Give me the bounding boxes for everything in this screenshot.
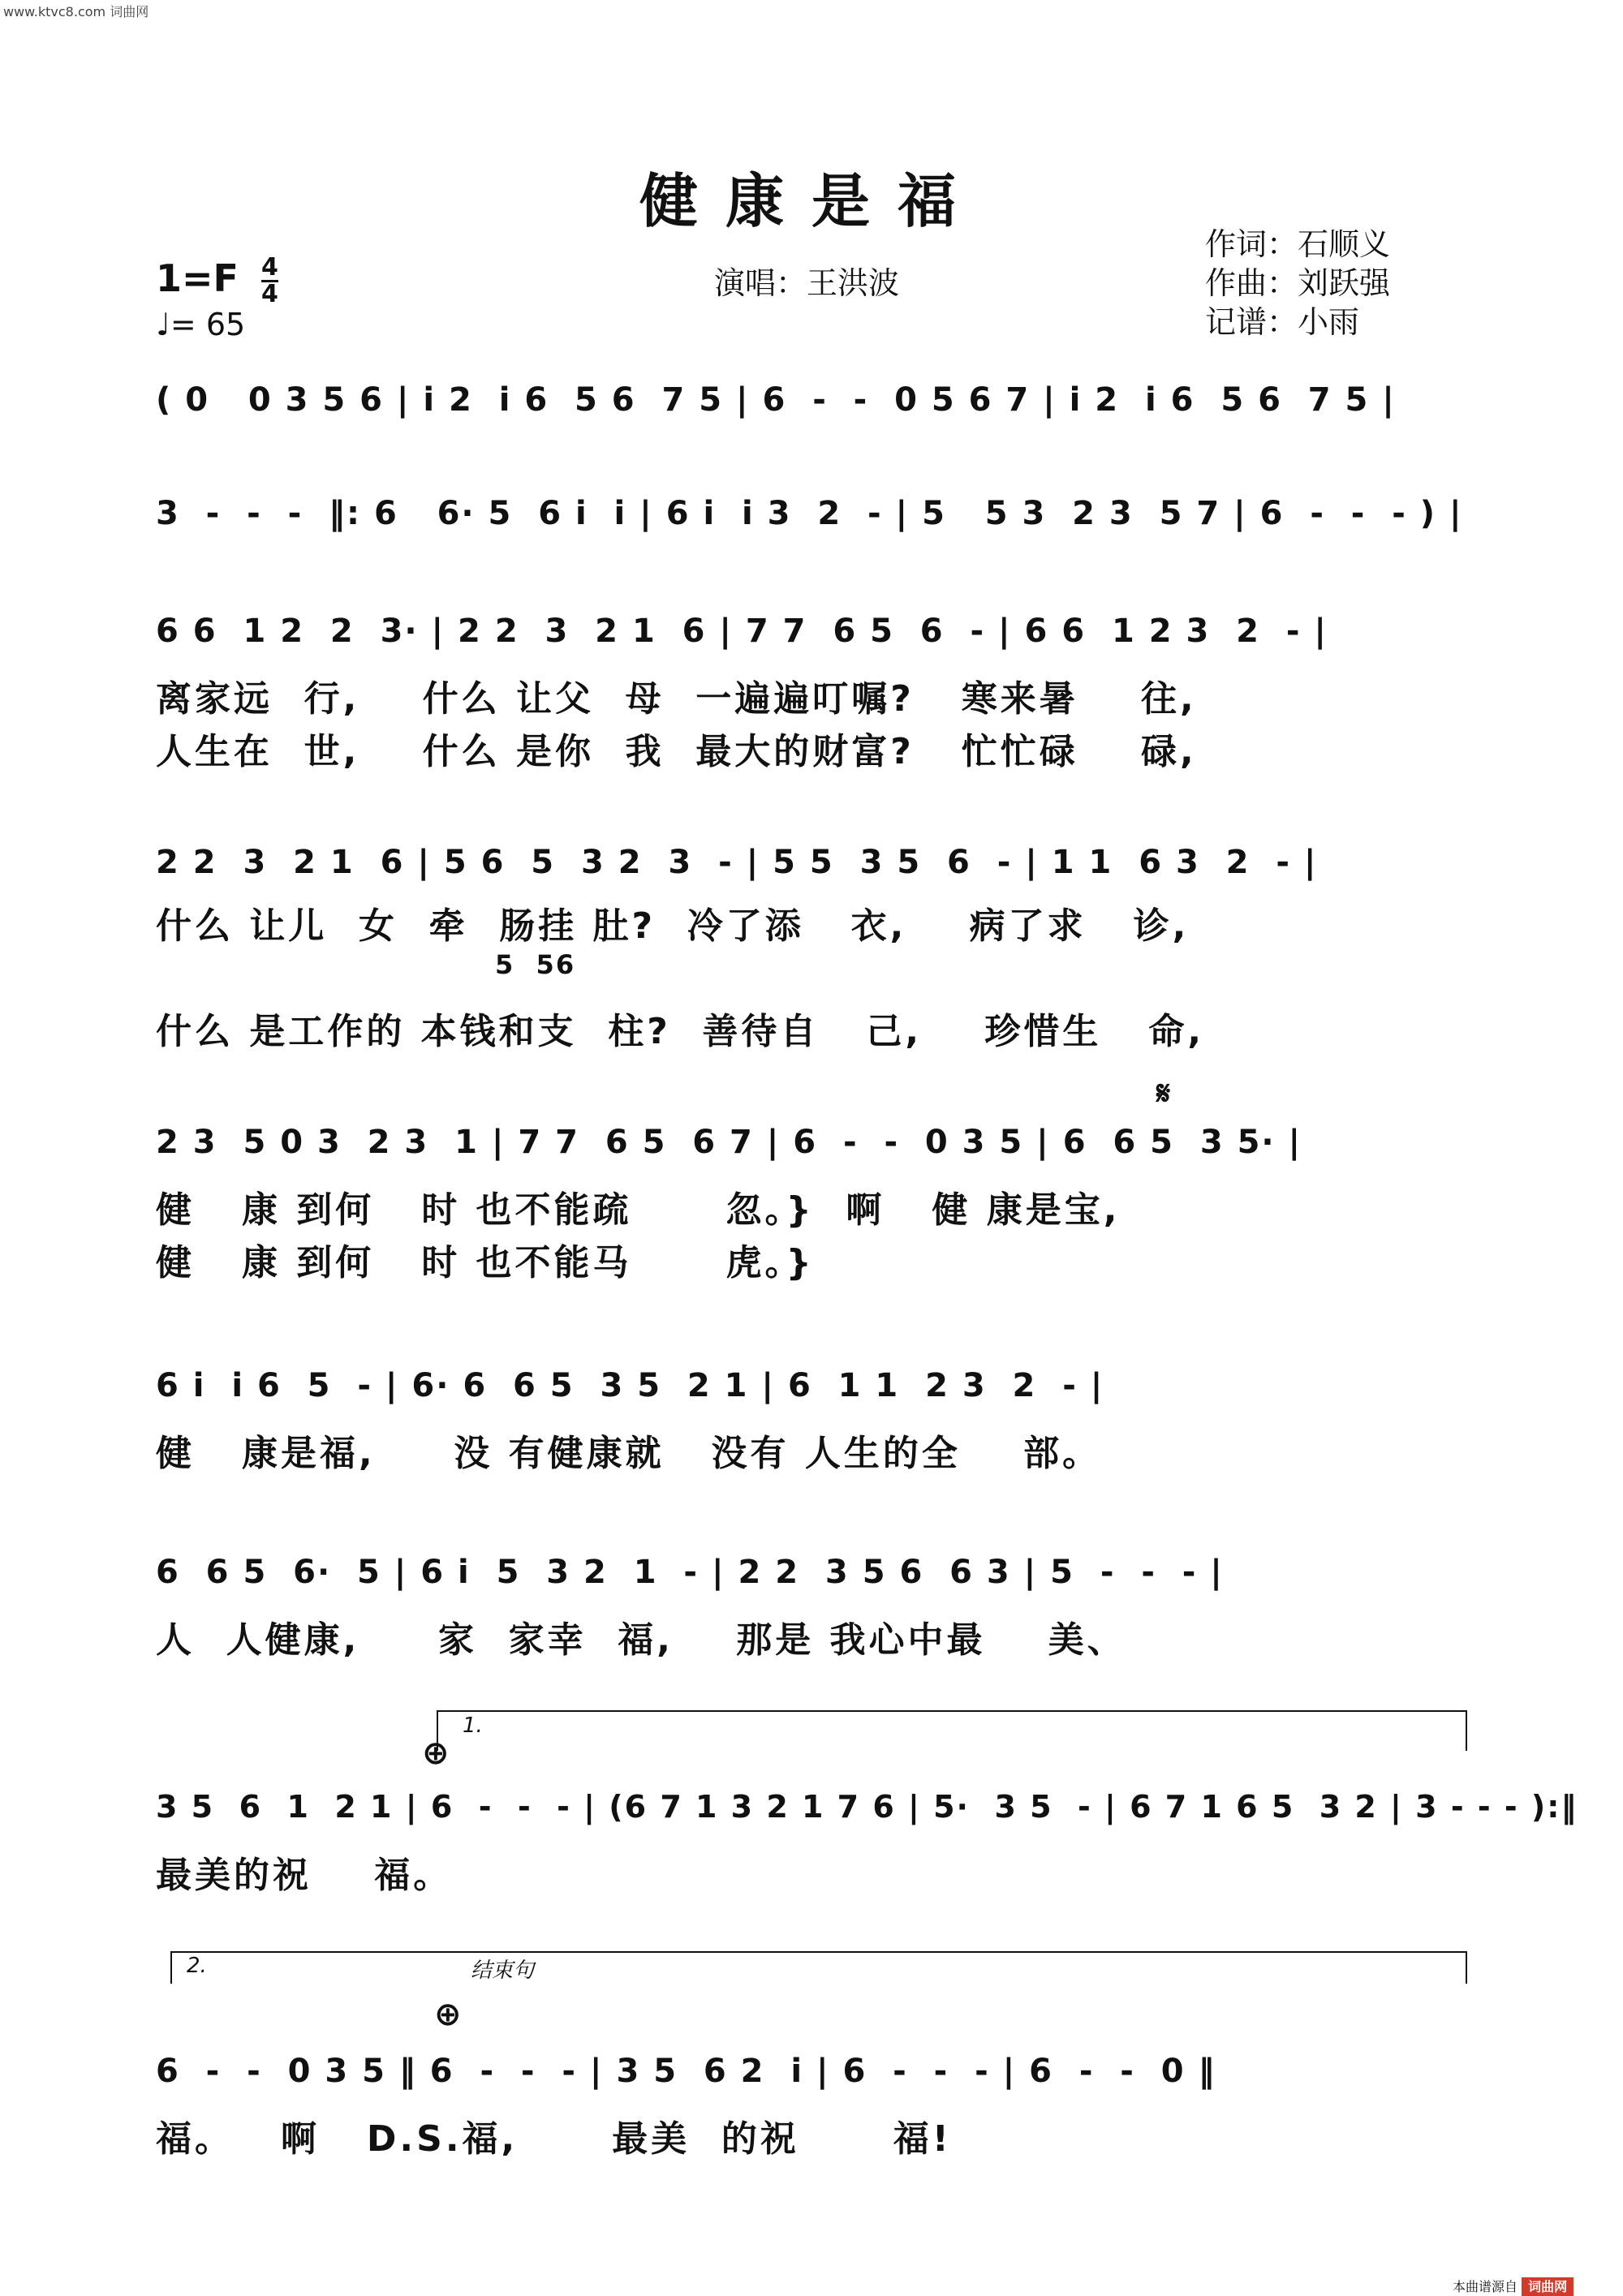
key-signature [156,253,278,308]
score-row-3: 6 6 1 2 2 3· | 2 2 3 2 1 6 | 7 7 6 5 6 - | 6 6 1 2 3 2 - | [156,613,1328,650]
footer-source [1453,2277,1573,2295]
footer-left-text: 本曲谱源自 [1453,2279,1518,2294]
volta-1-label: 1. [463,1713,483,1738]
coda-symbol-1: ⊕ [422,1735,450,1772]
lyric-row-3-verse-1: 离家远 行, 什么 让父 母 一遍遍叮嘱? 寒来暑 往, [156,678,1197,720]
lyric-row-5-verse-2: 健 康 到何 时 也不能马 虎。} [156,1242,815,1283]
lyric-row-7: 人 人健康, 家 家幸 福, 那是 我心中最 美、 [156,1619,1126,1661]
lyric-row-9: 福。 啊 D.S.福, 最美 的祝 福! [156,2118,952,2160]
volta-1-right [1466,1710,1467,1751]
lyric-row-8: 最美的祝 福。 [156,1855,453,1896]
coda-symbol-2: ⊕ [434,1996,462,2033]
grace-notes-row-4: 5 56 [495,949,576,980]
volta-2-left [170,1951,172,1984]
time-sig-bottom: 4 [261,280,278,308]
key-label: 1=F [156,256,239,300]
time-signature [261,253,278,308]
transcriber-credit: 记谱：小雨 [1205,304,1360,340]
score-row-6: 6 i i 6 5 - | 6· 6 6 5 3 5 2 1 | 6 1 1 2 3 2 - | [156,1367,1104,1404]
lyric-row-4-verse-1: 什么 让儿 女 牵 肠挂 肚? 冷了添 衣, 病了求 诊, [156,905,1190,947]
score-row-1: ( 0 0 3 5 6 | i 2 i 6 5 6 7 5 | 6 - - 0 5 6 7 | i 2 i 6 5 6 7 5 | [156,381,1396,419]
time-sig-top: 4 [261,253,278,282]
page-title: 健康是福 [639,166,984,235]
volta-1-bracket [437,1710,1467,1712]
score-row-5: 2 3 5 0 3 2 3 1 | 7 7 6 5 6 7 | 6 - - 0 3 5 | 6 6 5 3 5· | [156,1124,1302,1161]
score-row-9: 6 - - 0 3 5 ‖ 6 - - - | 3 5 6 2 i | 6 - - - | 6 - - 0 ‖ [156,2053,1216,2090]
ending-label: 结束句 [471,1958,535,1983]
lyric-row-6: 健 康是福, 没 有健康就 没有 人生的全 部。 [156,1433,1102,1474]
score-row-2: 3 - - - ‖: 6 6· 5 6 i i | 6 i i 3 2 - | 5 5 3 2 3 5 7 | 6 - - - ) | [156,495,1463,532]
segno-symbol: 𝄋 [1156,1075,1171,1112]
composer-credit: 作曲：刘跃强 [1205,265,1391,301]
volta-2-right [1466,1951,1467,1984]
footer-brand: 词曲网 [1522,2277,1573,2296]
tempo-marking: ♩= 65 [156,307,246,342]
volta-2-label: 2. [187,1954,207,1978]
score-row-8: 3 5 6 1 2 1 | 6 - - - | (6 7 1 3 2 1 7 6 | 5· 3 5 - | 6 7 1 6 5 3 2 | 3 - - - ):‖ [156,1789,1578,1825]
lyric-row-4-verse-2: 什么 是工作的 本钱和支 柱? 善待自 己, 珍惜生 命, [156,1011,1205,1052]
lyricist-credit: 作词：石顺义 [1205,226,1391,262]
watermark: www.ktvc8.com 词曲网 [3,4,149,19]
score-row-4: 2 2 3 2 1 6 | 5 6 5 3 2 3 - | 5 5 3 5 6 - | 1 1 6 3 2 - | [156,844,1318,881]
score-row-7: 6 6 5 6· 5 | 6 i 5 3 2 1 - | 2 2 3 5 6 6 3 | 5 - - - | [156,1554,1224,1591]
lyric-row-5-verse-1: 健 康 到何 时 也不能疏 忽。} 啊 健 康是宝, [156,1189,1121,1231]
singer-credit: 演唱：王洪波 [714,265,900,301]
lyric-row-3-verse-2: 人生在 世, 什么 是你 我 最大的财富? 忙忙碌 碌, [156,731,1197,772]
volta-2-bracket [170,1951,1467,1953]
